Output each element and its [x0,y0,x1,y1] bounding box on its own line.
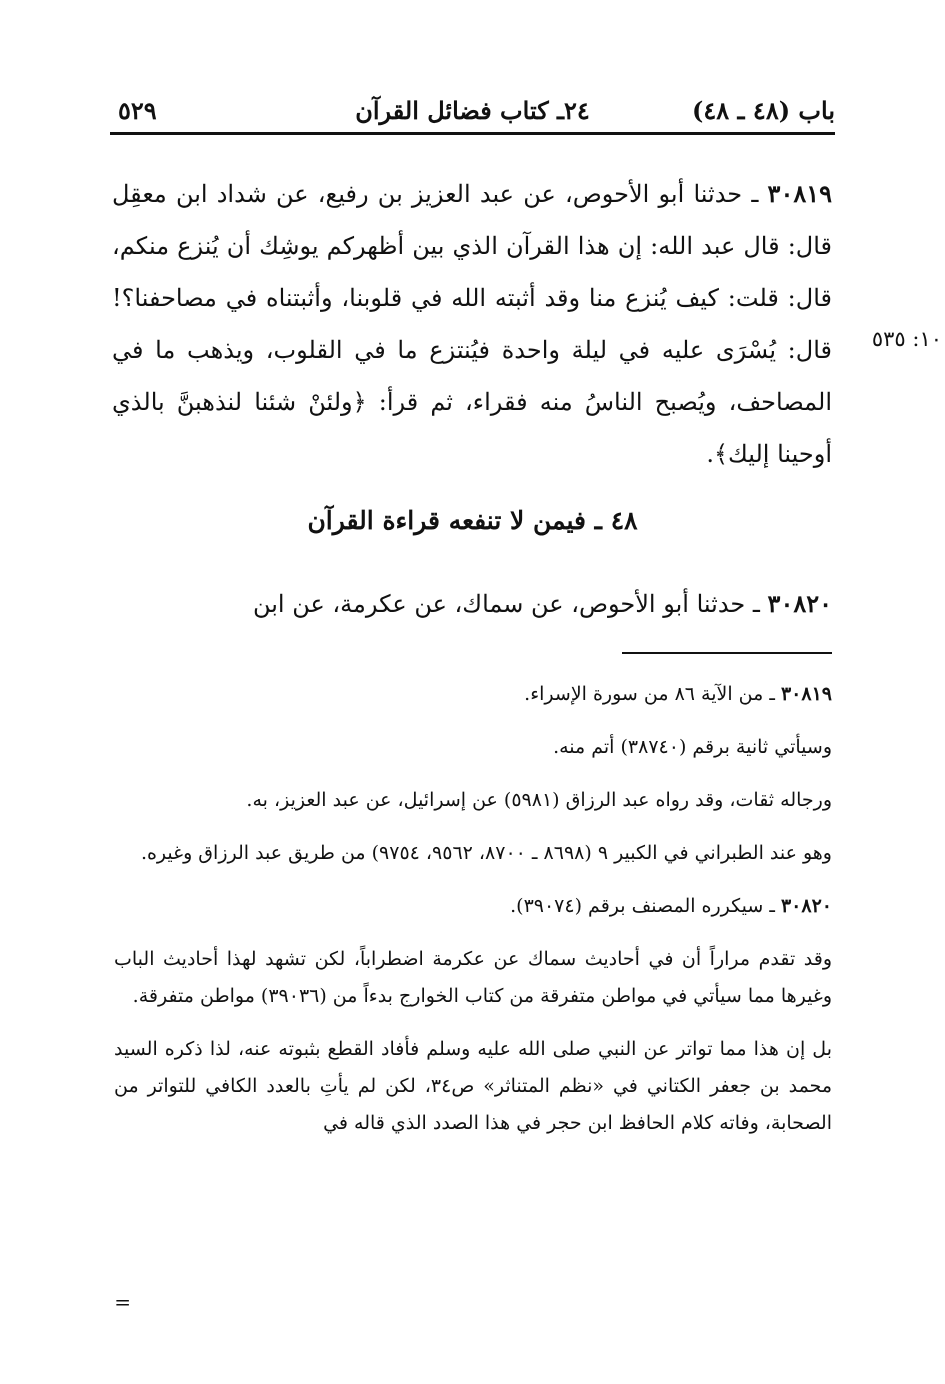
footnote-text: وسيأتي ثانية برقم (٣٨٧٤٠) أتم منه. [553,736,832,758]
footnote [114,941,832,1015]
footnote-number: ٣٠٨١٩ [780,683,832,705]
margin-reference: ١٠: ٥٣٥ [871,327,942,351]
hadith-number: ٣٠٨٢٠ [767,589,832,618]
continuation-mark: = [114,1290,131,1314]
hadith-text: ـ حدثنا أبو الأحوص، عن عبد العزيز بن رفيع، عن شداد ابن معقِل قال: قال عبد الله: إن هذا القرآن الذي بين أظهركم يوشِك أن يُنزع منكم، قال: قلت: كيف يُنزع منا وقد أثبته الله في قلوبنا، وأثبتناه في مصاحفنا؟! قال: يُسْرَى عليه في ليلة واحدة فيُنتزع ما في القلوب، ويذهب ما في المصاحف، ويُصبح الناسُ منه فقراء، ثم قرأ: ﴿ولئنْ شئنا لنذهبنَّ بالذي أوحينا إليك﴾. [112,180,832,468]
hadith-number: ٣٠٨١٩ [767,179,832,208]
footnote-number: ٣٠٨٢٠ [780,895,832,917]
footnote [114,676,832,713]
footnote [114,835,832,872]
hadith-text: ـ حدثنا أبو الأحوص، عن سماك، عن عكرمة، عن ابن [252,590,768,618]
header-book-title: ٢٤ـ كتاب فضائل القرآن [355,96,590,125]
header-page-number: ٥٢٩ [118,96,157,125]
hadith-30819-paragraph [112,168,832,480]
header-chapter-range: باب (٤٨ ـ ٤٨) [692,96,835,125]
footnote-text: ـ سيكرره المصنف برقم (٣٩٠٧٤). [510,895,781,917]
footnote-text: وقد تقدم مراراً أن في أحاديث سماك عن عكرمة اضطراباً، لكن تشهد لهذا أحاديث الباب وغيرها مما سيأتي في مواطن متفرقة من كتاب الخوارج بدءاً من (٣٩٠٣٦) مواطن متفرقة. [114,948,832,1007]
footnote-separator [622,652,832,654]
footnote [114,888,832,925]
page-header [110,92,835,135]
footnote-text: ـ من الآية ٨٦ من سورة الإسراء. [524,683,781,705]
footnote-text: وهو عند الطبراني في الكبير ٩ (٨٦٩٨ ـ ٨٧٠٠، ٩٥٦٢، ٩٧٥٤) من طريق عبد الرزاق وغيره. [140,842,832,864]
footnote [114,782,832,819]
footnote-text: ورجاله ثقات، وقد رواه عبد الرزاق (٥٩٨١) عن إسرائيل، عن عبد العزيز، به. [246,789,832,811]
footnote-text: بل إن هذا مما تواتر عن النبي صلى الله عليه وسلم فأفاد القطع بثبوته عنه، لذا ذكره السيد محمد بن جعفر الكتاني في «نظم المتناثر» ص٣٤، لكن لم يأتِ بالعدد الكافي للتواتر من الصحابة، وفاته كلام الحافظ ابن حجر في هذا الصدد الذي قاله في [114,1038,832,1134]
chapter-heading: ٤٨ ـ فيمن لا تنفعه قراءة القرآن [307,506,638,535]
footnote [114,1031,832,1142]
hadith-30820 [112,580,832,628]
hadith-30819 [112,168,832,480]
footnotes [114,676,832,1158]
footnote [114,729,832,766]
